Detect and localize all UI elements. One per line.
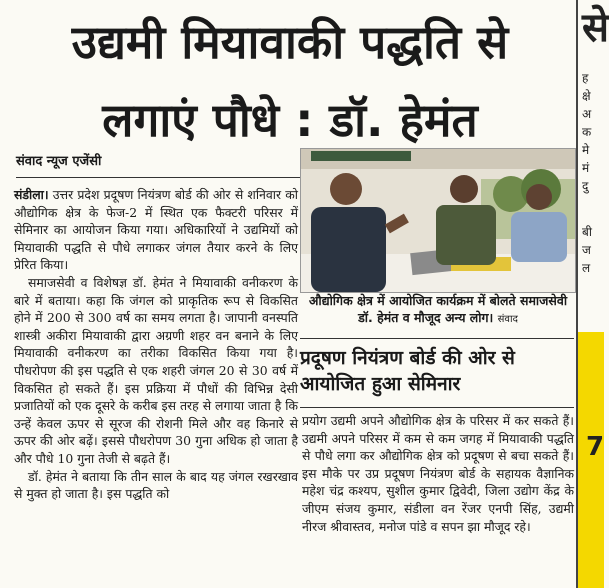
headline-line-1: उद्यमी मियावाकी पद्धति से	[71, 15, 509, 69]
edge-line: क्षे	[582, 89, 591, 103]
caption-source: संवाद	[497, 314, 518, 325]
article-left-column	[14, 186, 298, 503]
article-paragraph-2: समाजसेवी व विशेषज्ञ डॉ. हेमंत ने मियावाकी वनीकरण के बारे में बताया। कहा कि जंगल को प्राकृतिक रूप से विकसित होने में 200 से 300 वर्ष का समय लगता है। जापानी वनस्पति शास्त्री अकीरा मियावाकी द्वारा अग्रणी शहर वन बनाने के लिए मियावाकी वनीकरण का तरीका विकसित किया गया है। पौधरोपण की इस पद्धति से एक शहरी जंगल 20 से 30 वर्ष में विकसित हो सकते हैं। इस प्रक्रिया में पौधों की विभिन्न देसी प्रजातियों को एक दूसरे के करीब इस तरह से लगाया जाता है कि उन्हें केवल ऊपर से सूरज की रोशनी मिले और वह किनारे से ऊपर की ओर बढ़ें। इससे पौधरोपण 30 गुना अधिक हो जाता है और पौधे 10 गुना तेजी से बढ़ते हैं।	[14, 274, 298, 466]
news-photo	[300, 148, 576, 293]
adjacent-article-edge	[576, 0, 609, 588]
photo-icon	[301, 149, 575, 292]
article-paragraph-3: डॉ. हेमंत ने बताया कि तीन साल के बाद यह जंगल रखरखाव से मुक्त हो जाता है। इस पद्धति को	[14, 468, 298, 502]
edge-line: मे	[582, 143, 590, 157]
sub-headline: प्रदूषण नियंत्रण बोर्ड की ओर से आयोजित हुआ सेमिनार	[300, 338, 574, 408]
byline: संवाद न्यूज एजेंसी	[16, 151, 300, 178]
edge-line: मं	[582, 161, 590, 175]
article-paragraph-1	[14, 186, 298, 274]
edge-line: ज	[582, 243, 591, 257]
headline	[10, 2, 570, 152]
photo-caption	[302, 292, 574, 328]
edge-line: दु	[582, 179, 589, 193]
article-right-paragraph: प्रयोग उद्यमी अपने औद्योगिक क्षेत्र के परिसर में कर सकते हैं। उद्यमी अपने परिसर में कम से कम जगह में मियावाकी पद्धति से पौधे लगा कर औद्योगिक क्षेत्र को प्रदूषण से बचा सकते हैं। इस मौके पर उप्र प्रदूषण नियंत्रण बोर्ड के सहायक वैज्ञानिक महेश चंद्र कश्यप, सुशील कुमार द्विवेदी, जिला उद्योग केंद्र के जीएम संजय कुमार, संडीला वन रेंजर एनपी सिंह, उद्यमी नीरज श्रीवास्तव, मनोज पांडे व सपन झा मौजूद रहे।	[302, 413, 574, 534]
edge-line: क	[582, 125, 592, 139]
edge-line: अ	[582, 107, 592, 121]
article-right-column	[302, 412, 574, 535]
edge-line: बी	[582, 225, 592, 239]
paragraph-1-text: उत्तर प्रदेश प्रदूषण नियंत्रण बोर्ड की ओर से शनिवार को औद्योगिक क्षेत्र के फेज-2 में स्थित एक फैक्टरी परिसर में सेमिनार का आयोजन किया गया। अधिकारियों ने उद्यमियों को मियावाकी पद्धति से पौधे लगाकर जंगल तैयार करने के लिए प्रेरित किया।	[14, 187, 298, 273]
edge-number: 7	[586, 432, 605, 462]
caption-text: औद्योगिक क्षेत्र में आयोजित कार्यक्रम में बोलते समाजसेवी डॉ. हेमंत व मौजूद अन्य लोग।	[308, 293, 568, 325]
edge-title-fragment: से	[582, 5, 609, 51]
edge-line: ह	[582, 71, 589, 85]
headline-line-2: लगाएं पौधे : डॉ. हेमंत	[102, 93, 478, 147]
dateline-place: संडीला।	[14, 187, 49, 202]
edge-line: ल	[582, 261, 591, 275]
